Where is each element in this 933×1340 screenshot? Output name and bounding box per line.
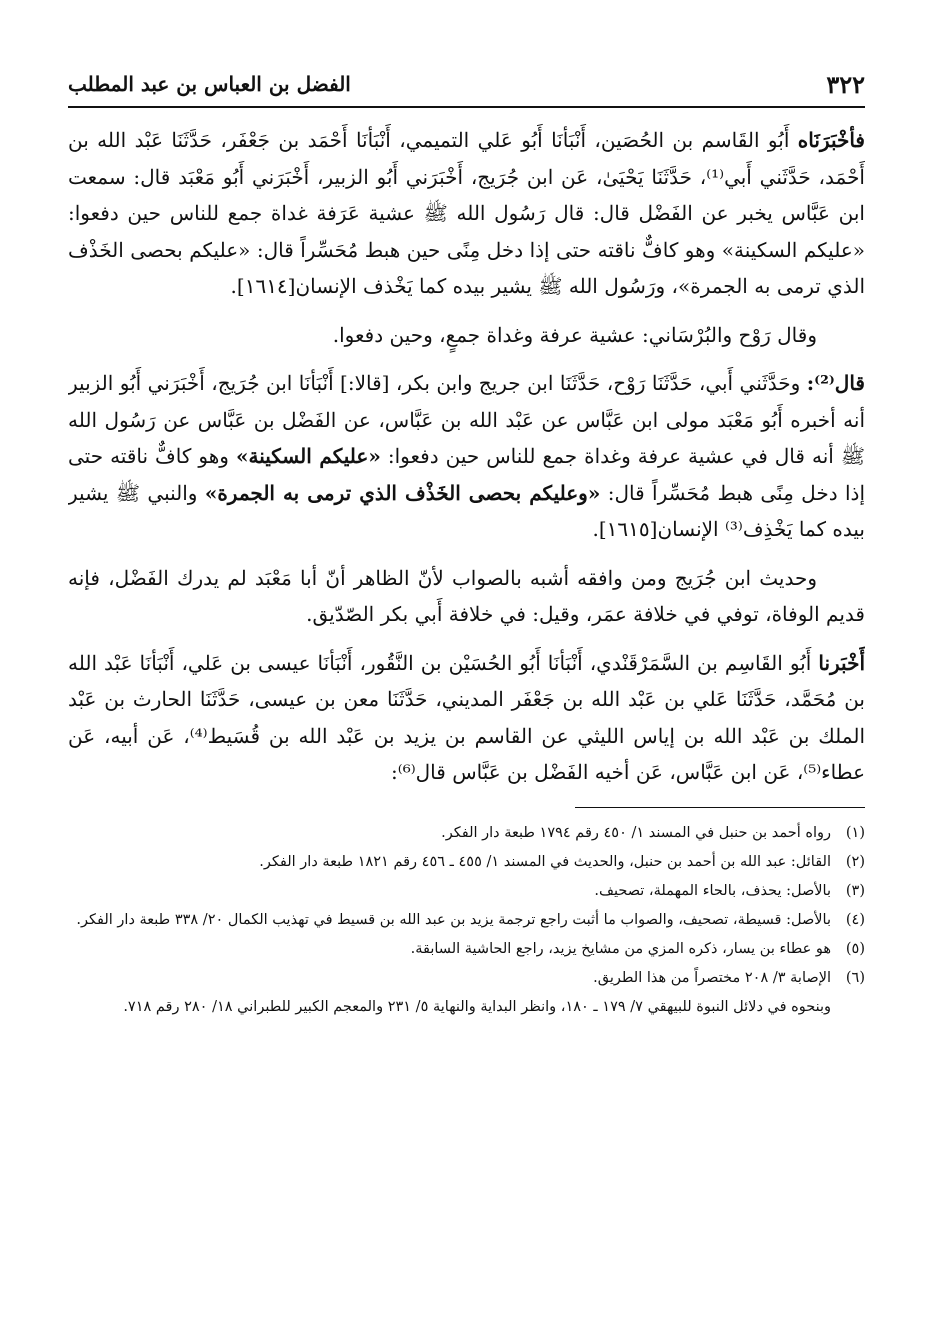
main-text	[68, 122, 865, 791]
page-number: ٣٢٢	[826, 70, 865, 99]
footnote-item	[68, 849, 865, 876]
footnote-item	[68, 878, 865, 905]
footnote-text: القائل: عبد الله بن أحمد بن حنبل، والحديث في المسند ١/ ٤٥٥ ـ ٤٥٦ رقم ١٨٢١ طبعة دار الفكر.	[259, 853, 831, 870]
footnote-continuation: وبنحوه في دلائل النبوة للبيهقي ٧/ ١٧٩ ـ ١٨٠، وانظر البداية والنهاية ٥/ ٢٣١ والمعجم الكبير للطبراني ١٨/ ٢٨٠ رقم ٧١٨.	[123, 998, 831, 1015]
paragraph-isnad-3	[68, 645, 865, 791]
footnote-text: بالأصل: قسيطة، تصحيف، والصواب ما أثبت راجع ترجمة يزيد بن عبد الله بن قسيط في تهذيب الكمال ٢٠/ ٣٣٨ طبعة دار الفكر.	[76, 911, 831, 928]
paragraph-text: وقال رَوْح والبُرْسَاني: عشية عرفة وغداة جمعٍ، وحين دفعوا.	[332, 322, 817, 347]
footnote-separator	[575, 807, 865, 808]
footnote-text: بالأصل: يحذف، بالحاء المهملة، تصحيف.	[594, 882, 831, 899]
running-title: الفضل بن العباس بن عبد المطلب	[68, 72, 351, 96]
running-header	[68, 60, 865, 108]
footnote-text: رواه أحمد بن حنبل في المسند ١/ ٤٥٠ رقم ١٧٩٤ طبعة دار الفكر.	[441, 824, 831, 841]
paragraph-commentary	[68, 560, 865, 633]
book-page	[68, 60, 865, 1320]
paragraph-text-tail: والنبي ﷺ يشير بيده كما يَخْذِف⁽³⁾ الإنسان[١٦١٥].	[68, 480, 865, 541]
paragraph-variant-note	[68, 317, 865, 354]
paragraph-text: وحديث ابن جُرَيج ومن وافقه أشبه بالصواب لأنّ الظاهر أنّ أبا مَعْبَد لم يدرك الفَضْل، فإنه قديم الوفاة، توفي في خلافة عمَر، وقيل: في خلافة أَبي بكر الصّدّيق.	[68, 565, 865, 626]
paragraph-text: أَبُو القَاسم بن الحُصَين، أَنْبَأنَا أَبُو عَلي التميمي، أَنْبَأنَا أَحْمَد بن جَعْفَر، حَدَّثَنَا عَبْد الله بن أَحْمَد، حَدَّثَني أَبي⁽¹⁾، حَدَّثَنَا يَحْيَىٰ، عَن ابن جُرَيج، أَخْبَرَني أَبُو الزبير، أَخْبَرَني أَبُو مَعْبَد قال: سمعت ابن عَبَّاس يخبر عن الفَضْل قال: قال رَسُول الله ﷺ عشية عَرَفة غداة جمع للناس حين دفعوا: «عليكم السكينة» وهو كافٌّ ناقته حتى إذا دخل مِنًى حين هبط مُحَسِّراً قال: «عليكم بحصى الخَذْف الذي ترمى به الجمرة»، ورَسُول الله ﷺ يشير بيده كما يَخْذف الإنسان[١٦١٤].	[68, 128, 865, 298]
footnote-number: (٢)	[845, 853, 865, 870]
footnote-number: (٤)	[845, 911, 865, 928]
footnote-number: (١)	[845, 824, 865, 841]
footnote-item	[68, 965, 865, 992]
paragraph-text-mid: وهو كافٌّ ناقته حتى إذا دخل مِنًى هبط مُحَسِّراً قال:	[68, 444, 865, 505]
paragraph-lead-word: فأخْبَرَنَاه	[797, 128, 865, 152]
footnote-item	[68, 820, 865, 847]
hadith-quote-1: «عليكم السكينة»	[235, 444, 381, 468]
hadith-quote-2: «وعليكم بحصى الخَذْف الذي ترمى به الجمرة»	[204, 480, 601, 505]
paragraph-text: أَبُو القَاسِم بن السَّمَرْقَنْدي، أَنْبَأنَا أَبُو الحُسَيْن بن النَّقُور، أَنْبَأنَا عيسى بن عَلي، أَنْبَأنَا عَبْد الله بن مُحَمَّد، حَدَّثَنَا عَلي بن عَبْد الله بن جَعْفَر المديني، حَدَّثَنَا معن بن عيسى، حَدَّثَنَا الحارث بن عَبْد الملك بن عَبْد الله بن إياس الليثي عن القاسم بن يزيد بن عَبْد الله بن قُسَيط⁽⁴⁾، عَن أبيه، عَن عطاء⁽⁵⁾، عَن ابن عَبَّاس، عَن أخيه الفَضْل بن عَبَّاس قال⁽⁶⁾:	[68, 650, 865, 784]
footnote-text: الإصابة ٣/ ٢٠٨ مختصراً من هذا الطريق.	[593, 969, 831, 986]
footnotes	[68, 820, 865, 1021]
paragraph-lead-word: قال⁽²⁾:	[806, 371, 865, 395]
footnote-number: (٣)	[845, 882, 865, 899]
paragraph-isnad-1	[68, 122, 865, 305]
footnote-item	[68, 936, 865, 963]
footnote-text: هو عطاء بن يسار، ذكره المزي من مشايخ يزيد، راجع الحاشية السابقة.	[410, 940, 831, 957]
paragraph-isnad-2	[68, 365, 865, 548]
footnote-item	[68, 907, 865, 934]
paragraph-lead-word: أَخْبَرنا	[818, 650, 865, 675]
footnote-number: (٦)	[845, 969, 865, 986]
footnote-number: (٥)	[845, 940, 865, 957]
paragraph-text: وحَدَّثَني أَبي، حَدَّثَنَا رَوْح، حَدَّثَنَا ابن جريج وابن بكر، [قالا:] أَنْبَأنَا ابن جُرَيج، أَخْبَرَني أَبُو الزبير أنه أخبره أَبُو مَعْبَد مولى ابن عَبَّاس عن عَبْد الله بن عَبَّاس، عن الفَضْل بن عَبَّاس عن رَسُول الله ﷺ أنه قال في عشية عرفة وغداة جمع للناس حين دفعوا:	[68, 371, 865, 468]
